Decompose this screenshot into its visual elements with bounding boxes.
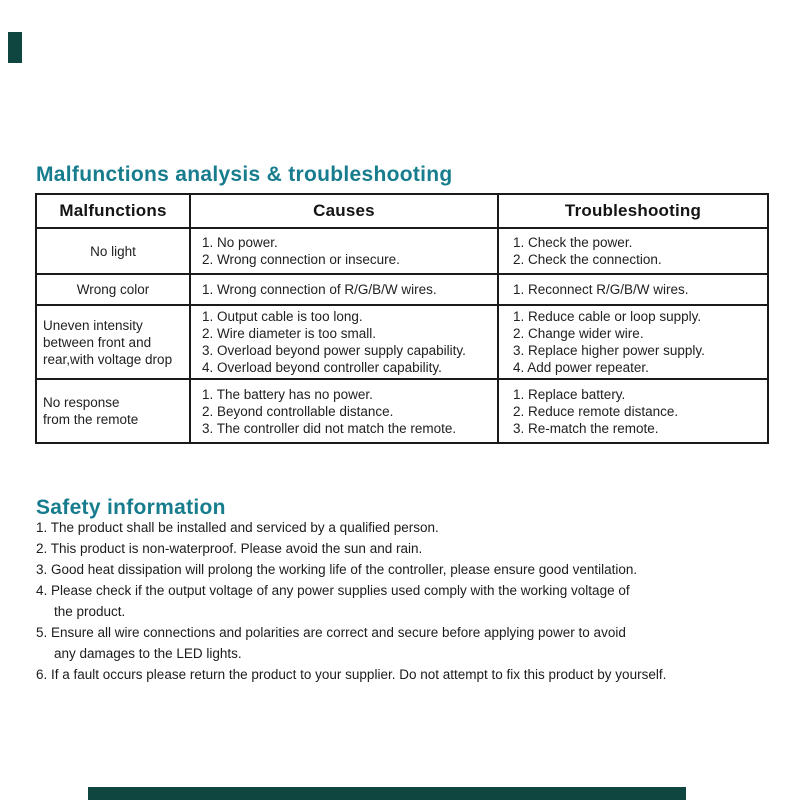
cell-line: Uneven intensity: [43, 317, 143, 333]
safety-item: [36, 559, 786, 580]
cell-line: 2. Wire diameter is too small.: [202, 326, 377, 341]
cell-line: rear,with voltage drop: [43, 351, 173, 367]
cell-troubleshooting: [498, 228, 768, 274]
cell-causes: [190, 274, 498, 305]
header-causes: Causes: [190, 194, 498, 228]
cell-malfunction: [36, 274, 190, 305]
cell-line: 2. Check the connection.: [513, 252, 662, 267]
cell-causes: [190, 228, 498, 274]
header-malfunctions: Malfunctions: [36, 194, 190, 228]
cell-line: 1. No power.: [202, 235, 278, 250]
cell-line: between front and: [43, 334, 152, 350]
cell-malfunction: [36, 379, 190, 443]
safety-line: 3. Good heat dissipation will prolong the working life of the controller, please ensure good ventilation.: [36, 562, 638, 577]
cell-line: 1. The battery has no power.: [202, 386, 373, 402]
cell-troubleshooting: [498, 274, 768, 305]
cell-causes: [190, 305, 498, 379]
cell-line: 1. Wrong connection of R/G/B/W wires.: [202, 282, 437, 297]
cell-line: Wrong color: [76, 282, 150, 297]
top-left-crop-mark: [8, 32, 22, 63]
safety-line: the product.: [54, 604, 126, 619]
safety-item: [36, 664, 786, 685]
safety-line: 6. If a fault occurs please return the product to your supplier. Do not attempt to fix this product by yourself.: [36, 667, 667, 682]
safety-line: any damages to the LED lights.: [54, 646, 242, 661]
cell-line: 1. Check the power.: [513, 235, 633, 250]
table-row: [36, 379, 768, 443]
cell-line: 1. Replace battery.: [513, 386, 626, 402]
table-header-row: [36, 194, 768, 228]
cell-line: 2. Change wider wire.: [513, 326, 644, 341]
safety-item: [36, 517, 786, 538]
safety-title: Safety information: [36, 496, 226, 520]
safety-item: [36, 622, 786, 664]
table-row: [36, 274, 768, 305]
safety-line: 2. This product is non-waterproof. Please avoid the sun and rain.: [36, 541, 423, 556]
cell-line: 1. Reduce cable or loop supply.: [513, 309, 702, 324]
cell-line: 4. Add power repeater.: [513, 360, 649, 375]
safety-item: [36, 538, 786, 559]
cell-line: 3. Overload beyond power supply capability.: [202, 343, 466, 358]
header-troubleshooting: Troubleshooting: [498, 194, 768, 228]
cell-line: 3. Replace higher power supply.: [513, 343, 705, 358]
cell-line: from the remote: [43, 412, 139, 427]
cell-malfunction: [36, 228, 190, 274]
cell-line: No response: [43, 395, 120, 410]
table-row: [36, 228, 768, 274]
cell-troubleshooting: [498, 379, 768, 443]
cell-line: 4. Overload beyond controller capability.: [202, 360, 442, 375]
troubleshooting-table-body: [36, 228, 768, 443]
bottom-crop-mark: [88, 787, 686, 800]
cell-line: 3. Re-match the remote.: [513, 420, 659, 436]
cell-line: 1. Output cable is too long.: [202, 309, 363, 324]
safety-list: [36, 517, 786, 685]
cell-causes: [190, 379, 498, 443]
cell-malfunction: [36, 305, 190, 379]
safety-line: 5. Ensure all wire connections and polarities are correct and secure before applying power to avoid: [36, 625, 626, 640]
safety-line: 4. Please check if the output voltage of any power supplies used comply with the working voltage of: [36, 583, 630, 598]
cell-line: 1. Reconnect R/G/B/W wires.: [513, 282, 689, 297]
page-title: Malfunctions analysis & troubleshooting: [36, 163, 453, 187]
cell-line: No light: [90, 243, 136, 259]
safety-item: [36, 580, 786, 622]
cell-line: 2. Reduce remote distance.: [513, 403, 679, 419]
cell-troubleshooting: [498, 305, 768, 379]
cell-line: 2. Wrong connection or insecure.: [202, 252, 400, 267]
table-row: [36, 305, 768, 379]
safety-line: 1. The product shall be installed and serviced by a qualified person.: [36, 520, 439, 535]
troubleshooting-table: [35, 193, 769, 444]
cell-line: 2. Beyond controllable distance.: [202, 403, 394, 419]
cell-line: 3. The controller did not match the remote.: [202, 420, 457, 436]
